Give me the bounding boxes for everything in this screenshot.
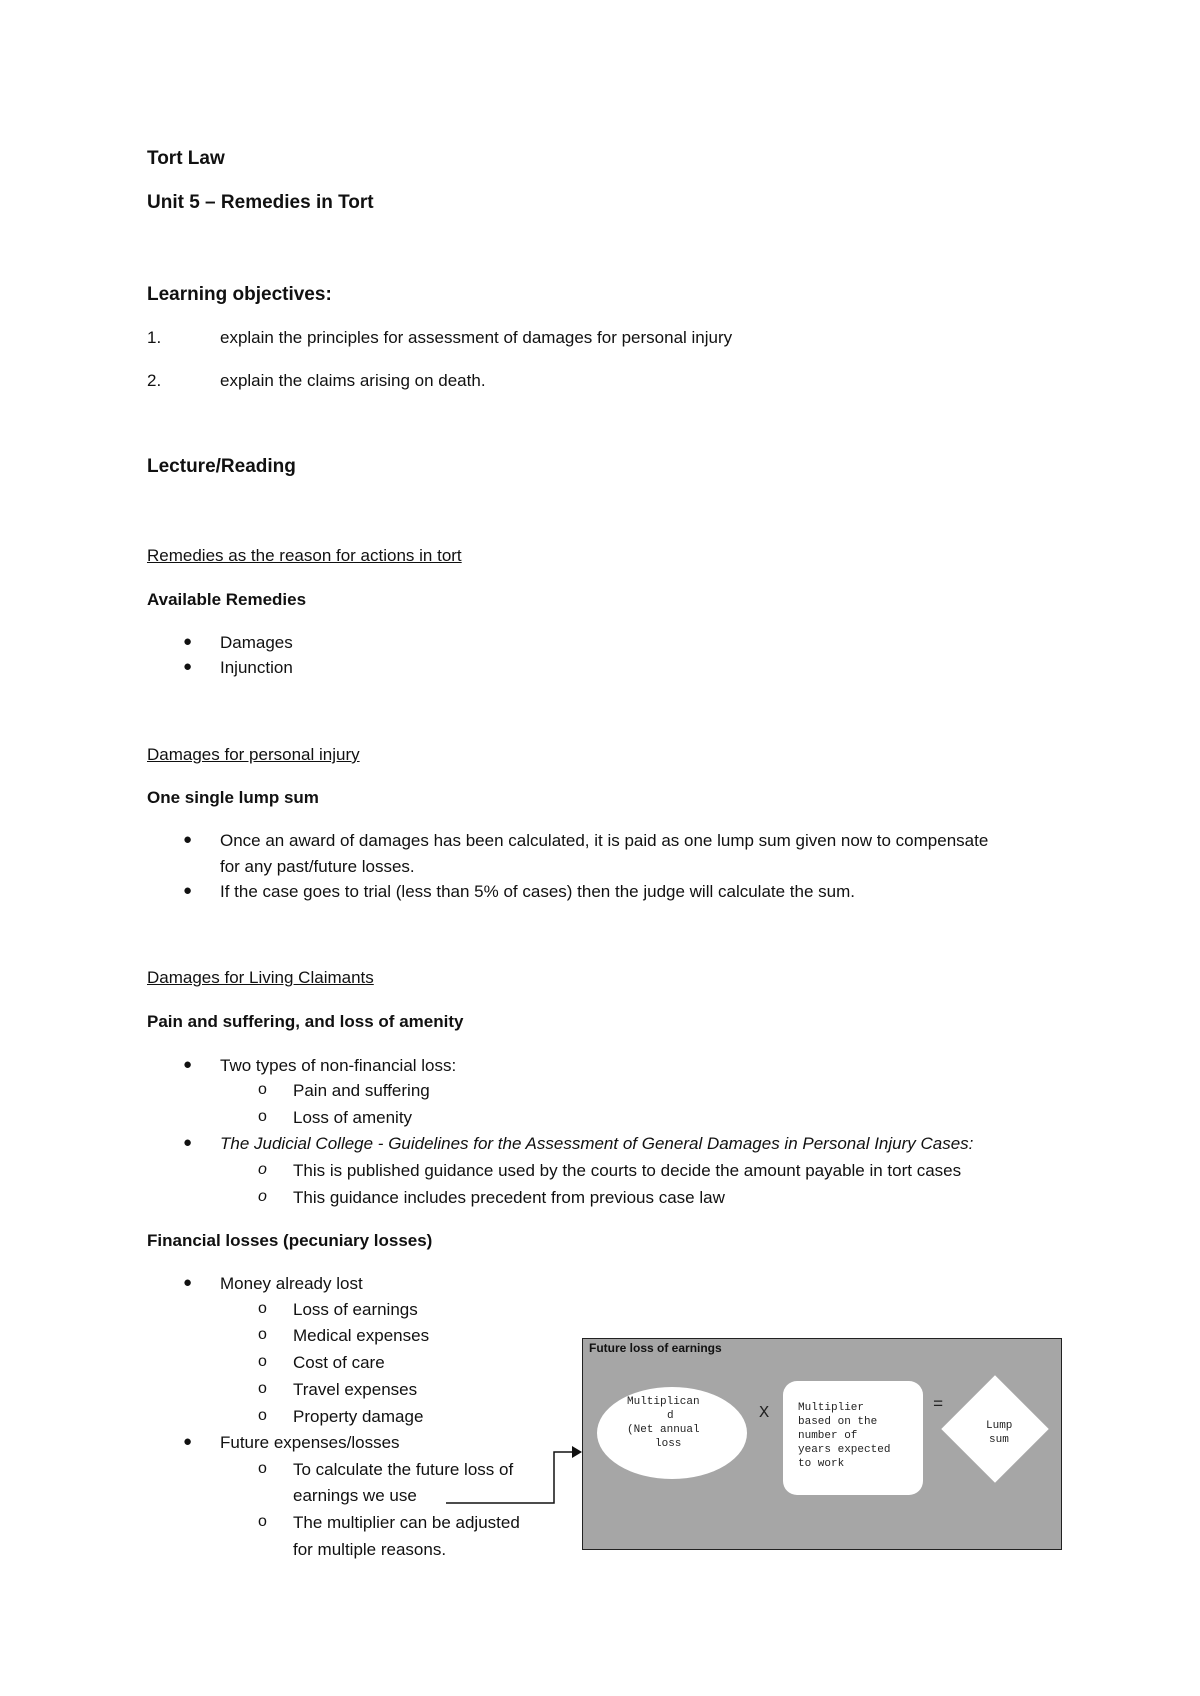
lump-sum-label: sum xyxy=(989,1434,1009,1446)
section-heading: Damages for personal injury xyxy=(147,745,360,764)
sub-bullet-icon: o xyxy=(258,1380,267,1397)
list-item: The Judicial College - Guidelines for the Assessment of General Damages in Personal Injury Cases: xyxy=(220,1134,974,1153)
sub-bullet-icon: o xyxy=(258,1161,267,1178)
multiply-symbol: X xyxy=(759,1404,770,1423)
section-subheading: Financial losses (pecuniary losses) xyxy=(147,1231,433,1250)
sub-list-item: Medical expenses xyxy=(293,1326,430,1345)
bullet-icon: ● xyxy=(183,633,193,650)
bullet-icon: ● xyxy=(183,1134,193,1151)
sub-list-item: Property damage xyxy=(293,1407,424,1426)
sub-list-item: Loss of earnings xyxy=(293,1300,418,1319)
list-item: Two types of non-financial loss: xyxy=(220,1056,457,1075)
connector-arrow-icon xyxy=(440,1440,590,1510)
sub-list-item: Cost of care xyxy=(293,1353,385,1372)
future-loss-diagram xyxy=(582,1338,1062,1550)
list-item: Damages xyxy=(220,633,293,652)
sub-bullet-icon: o xyxy=(258,1513,267,1530)
list-item: If the case goes to trial (less than 5% of cases) then the judge will calculate the sum. xyxy=(220,882,856,901)
equals-symbol: = xyxy=(933,1396,944,1415)
bullet-icon: ● xyxy=(183,1274,193,1291)
diagram-title: Future loss of earnings xyxy=(589,1341,722,1355)
objective-number: 2. xyxy=(147,371,162,390)
sub-list-item-continuation: for multiple reasons. xyxy=(293,1540,447,1559)
sub-list-item: Loss of amenity xyxy=(293,1108,413,1127)
multiplier-label: Multiplier xyxy=(798,1402,865,1414)
sub-list-item: This guidance includes precedent from previous case law xyxy=(293,1188,725,1207)
section-heading: Remedies as the reason for actions in tort xyxy=(147,546,462,565)
list-item: Future expenses/losses xyxy=(220,1433,400,1452)
sub-bullet-icon: o xyxy=(258,1300,267,1317)
multiplier-label: years expected xyxy=(798,1444,891,1456)
bullet-icon: ● xyxy=(183,831,193,848)
sub-list-item: This is published guidance used by the courts to decide the amount payable in tort cases xyxy=(293,1161,962,1180)
section-heading: Damages for Living Claimants xyxy=(147,968,374,987)
section-subheading: Pain and suffering, and loss of amenity xyxy=(147,1012,464,1031)
sub-bullet-icon: o xyxy=(258,1108,267,1125)
bullet-icon: ● xyxy=(183,882,193,899)
sub-bullet-icon: o xyxy=(258,1081,267,1098)
lump-sum-label: Lump xyxy=(986,1420,1013,1432)
bullet-icon: ● xyxy=(183,658,193,675)
lecture-heading: Lecture/Reading xyxy=(147,456,296,477)
list-item: Once an award of damages has been calculated, it is paid as one lump sum given now to compensate xyxy=(220,831,989,850)
document-title: Tort Law xyxy=(147,148,225,169)
sub-bullet-icon: o xyxy=(258,1188,267,1205)
multiplicand-label: d xyxy=(667,1410,674,1422)
objective-text: explain the claims arising on death. xyxy=(220,371,486,390)
sub-list-item: To calculate the future loss of xyxy=(293,1460,514,1479)
sub-bullet-icon: o xyxy=(258,1407,267,1424)
sub-bullet-icon: o xyxy=(258,1460,267,1477)
multiplicand-label: Multiplican xyxy=(627,1396,700,1408)
sub-bullet-icon: o xyxy=(258,1326,267,1343)
sub-list-item: The multiplier can be adjusted xyxy=(293,1513,520,1532)
bullet-icon: ● xyxy=(183,1056,193,1073)
unit-title: Unit 5 – Remedies in Tort xyxy=(147,192,374,213)
sub-list-item-continuation: earnings we use xyxy=(293,1486,417,1505)
multiplier-label: to work xyxy=(798,1458,845,1470)
objective-text: explain the principles for assessment of damages for personal injury xyxy=(220,328,733,347)
section-subheading: One single lump sum xyxy=(147,788,319,807)
sub-list-item: Travel expenses xyxy=(293,1380,418,1399)
sub-bullet-icon: o xyxy=(258,1353,267,1370)
list-item-continuation: for any past/future losses. xyxy=(220,857,415,876)
objectives-heading: Learning objectives: xyxy=(147,284,332,305)
multiplicand-label: loss xyxy=(655,1438,682,1450)
multiplier-label: based on the xyxy=(798,1416,878,1428)
section-subheading: Available Remedies xyxy=(147,590,307,609)
multiplier-label: number of xyxy=(798,1430,858,1442)
list-item: Injunction xyxy=(220,658,293,677)
multiplicand-label: (Net annual xyxy=(627,1424,700,1436)
list-item: Money already lost xyxy=(220,1274,363,1293)
objective-number: 1. xyxy=(147,328,162,347)
sub-list-item: Pain and suffering xyxy=(293,1081,430,1100)
bullet-icon: ● xyxy=(183,1433,193,1450)
